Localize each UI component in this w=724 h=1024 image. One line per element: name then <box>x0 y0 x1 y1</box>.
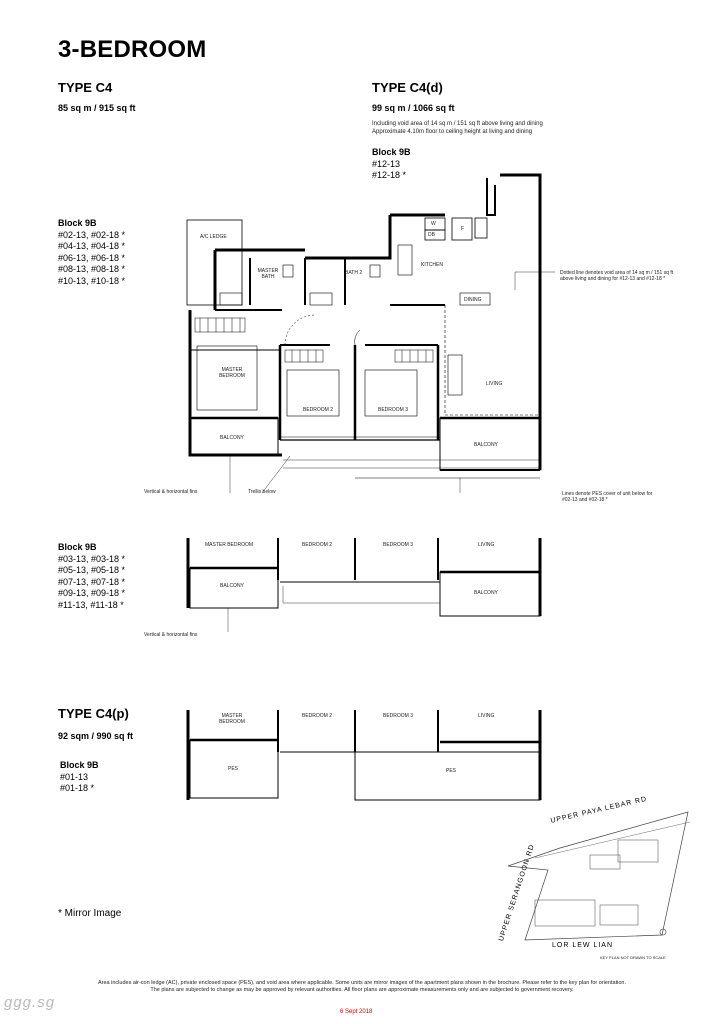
balcony-label: BALCONY <box>474 590 498 596</box>
master-bath-label: MASTER BATH <box>257 268 279 280</box>
living-label: LIVING <box>486 381 503 387</box>
bedroom2-label: BEDROOM 2 <box>302 542 333 548</box>
unit-item: #12-18 * <box>372 170 407 180</box>
footer-disclaimer <box>50 980 674 994</box>
pes-label: PES <box>228 766 239 772</box>
unit-item: #01-18 * <box>60 783 95 793</box>
bedroom3-label: BEDROOM 3 <box>383 542 414 548</box>
bedroom2-label: BEDROOM 2 <box>303 407 334 413</box>
type-c4d-area: 99 sq m / 1066 sq ft <box>372 103 455 113</box>
type-c4d-heading: TYPE C4(d) <box>372 80 443 95</box>
unit-item: #03-13, #03-18 * <box>58 553 126 564</box>
master-bedroom-label: MASTER BEDROOM <box>219 713 245 725</box>
key-plan-road-top: UPPER PAYA LEBAR RD <box>550 795 648 825</box>
unit-item: #05-13, #05-18 * <box>58 565 126 575</box>
page-title: 3-BEDROOM <box>58 36 207 63</box>
unit-item: #07-13, #07-18 * <box>58 576 126 587</box>
bedroom3-label: BEDROOM 3 <box>378 407 409 413</box>
balcony-label: BALCONY <box>474 442 498 448</box>
master-bedroom-label: MASTER BEDROOM <box>205 542 254 548</box>
block-label: Block 9B <box>60 760 99 770</box>
db-label: DB <box>428 232 435 238</box>
key-plan-map <box>508 812 690 940</box>
pes-label: PES <box>446 768 457 774</box>
unit-item: #10-13, #10-18 * <box>58 275 126 286</box>
bedroom3-label: BEDROOM 3 <box>383 713 414 719</box>
fridge-label: F <box>461 226 465 232</box>
living-label: LIVING <box>478 713 495 719</box>
master-bedroom-label: MASTER BEDROOM <box>219 367 245 379</box>
key-plan-road-bottom: LOR LEW LIAN <box>552 942 614 949</box>
balcony-label: BALCONY <box>220 435 244 441</box>
unit-item: #11-13, #11-18 * <box>58 599 124 610</box>
bedroom2-label: BEDROOM 2 <box>302 713 333 719</box>
unit-item: #12-13 <box>372 158 401 169</box>
unit-item: #06-13, #06-18 * <box>58 252 126 263</box>
type-c4d-note2: Approximate 4.10m floor to ceiling height at living and dining <box>372 129 533 135</box>
unit-item: #01-13 <box>60 771 89 782</box>
footer-line-2: The plans are subjected to change as may be approved by relevant authorities. All floor plans are approximate measurements only and are subjected to government recovery. <box>150 987 574 993</box>
pes-cover-note: Lines denote PES cover of unit below for #02-13 and #02-18 * <box>562 491 653 503</box>
unit-item: #04-13, #04-18 * <box>58 241 126 251</box>
type-c4p-heading: TYPE C4(p) <box>58 706 129 721</box>
key-plan-caption: KEY PLAN NOT DRAWN TO SCALE <box>600 955 666 960</box>
block-label: Block 9B <box>58 218 97 228</box>
trellis-label: Trellis below <box>248 489 276 495</box>
living-label: LIVING <box>478 542 495 548</box>
type-c4-heading: TYPE C4 <box>58 80 113 95</box>
unit-item: #09-13, #09-18 * <box>58 588 126 598</box>
fins-label: Vertical & horizontal fins <box>144 489 198 495</box>
footer-line-1: Area includes air-con ledge (AC), private enclosed space (PES), and void area where applicable. Some units are mirror images of the apartment plans shown in the brochure. Please refer to the key plan for orientation. <box>98 980 626 986</box>
balcony-label: BALCONY <box>220 583 244 589</box>
unit-item: #02-13, #02-18 * <box>58 229 126 240</box>
void-note: Dotted line denotes void area of 14 sq m / 151 sq ft above living and dining for #12-13 and #12-18 * <box>560 270 674 282</box>
kitchen-label: KITCHEN <box>421 262 443 268</box>
ac-ledge-label: A/C LEDGE <box>200 234 227 240</box>
watermark: ggg.sg <box>4 994 56 1011</box>
block-label: Block 9B <box>58 542 97 552</box>
key-plan-road-left: UPPER SERANGOON RD <box>498 843 537 943</box>
washer-label: W <box>431 221 436 227</box>
type-c4d-note1: Including void area of 14 sq m / 151 sq ft above living and dining <box>372 121 543 127</box>
type-c4-area: 85 sq m / 915 sq ft <box>58 103 136 113</box>
dining-label: DINING <box>464 297 482 303</box>
unit-item: #08-13, #08-18 * <box>58 264 126 274</box>
mirror-note: * Mirror Image <box>58 908 122 919</box>
type-c4p-area: 92 sqm / 990 sq ft <box>58 731 134 741</box>
document-date: 6 Sept 2018 <box>340 1009 373 1015</box>
fins-label: Vertical & horizontal fins <box>144 632 198 638</box>
block-label: Block 9B <box>372 147 411 157</box>
bath2-label: BATH 2 <box>345 270 363 276</box>
